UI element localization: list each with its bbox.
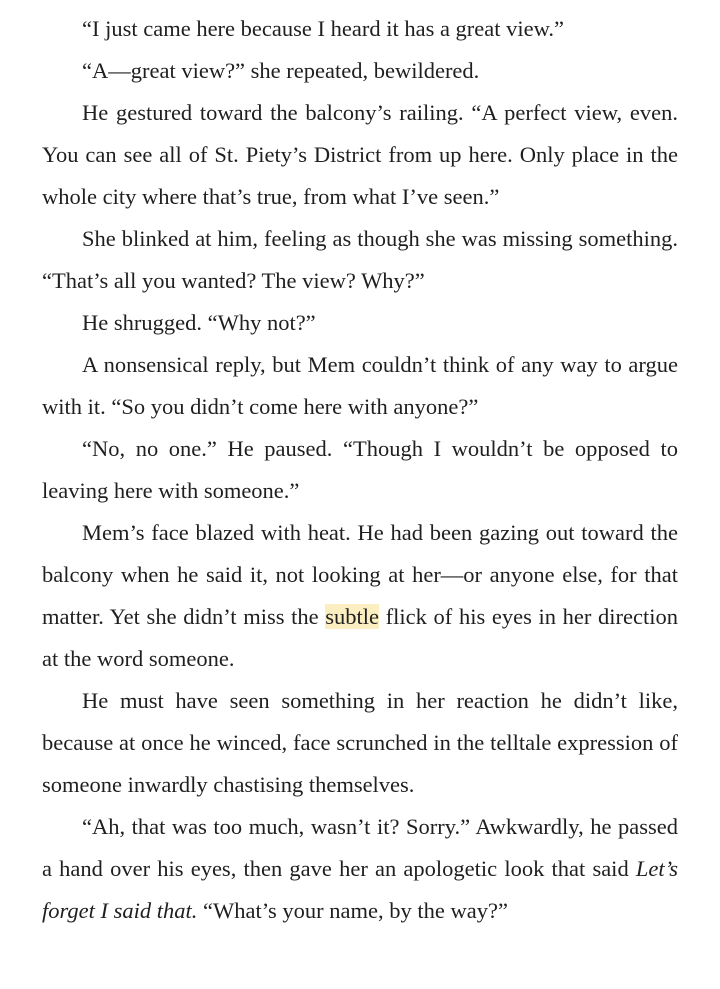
paragraph-10-text-before: “Ah, that was too much, wasn’t it? Sorry.” Awkwardly, he passed a hand over his eyes, then gave her an apologetic look that said [42, 814, 678, 881]
paragraph-6: A nonsensical reply, but Mem couldn’t think of any way to argue with it. “So you didn’t come here with anyone?” [42, 352, 678, 419]
paragraph-2: “A—great view?” she repeated, bewildered. [82, 58, 480, 83]
paragraph-10 [42, 806, 678, 932]
highlighted-word[interactable]: subtle [325, 604, 380, 629]
italic-phrase: Let’s forget I said that. [42, 856, 678, 923]
paragraph-8-text-after: flick of his eyes in her direction at the word someone. [42, 604, 678, 671]
paragraph-7: “No, no one.” He paused. “Though I wouldn’t be opposed to leaving here with someone.” [42, 436, 678, 503]
paragraph-8-text-before: Mem’s face blazed with heat. He had been gazing out toward the balcony when he said it, not looking at her—or anyone else, for that matter. Yet she didn’t miss the [42, 520, 678, 629]
paragraph-1: “I just came here because I heard it has a great view.” [82, 16, 565, 41]
paragraph-9: He must have seen something in her reaction he didn’t like, because at once he winced, face scrunched in the telltale expression of someone inwardly chastising themselves. [42, 688, 678, 797]
paragraph-8 [42, 512, 678, 680]
paragraph-10-text-after: “What’s your name, by the way?” [197, 898, 508, 923]
paragraph-3: He gestured toward the balcony’s railing. “A perfect view, even. You can see all of St. Piety’s District from up here. Only place in the whole city where that’s true, from what I’ve seen.” [42, 100, 678, 209]
paragraph-5: He shrugged. “Why not?” [82, 310, 316, 335]
paragraph-4: She blinked at him, feeling as though she was missing something. “That’s all you wanted? The view? Why?” [42, 226, 678, 293]
